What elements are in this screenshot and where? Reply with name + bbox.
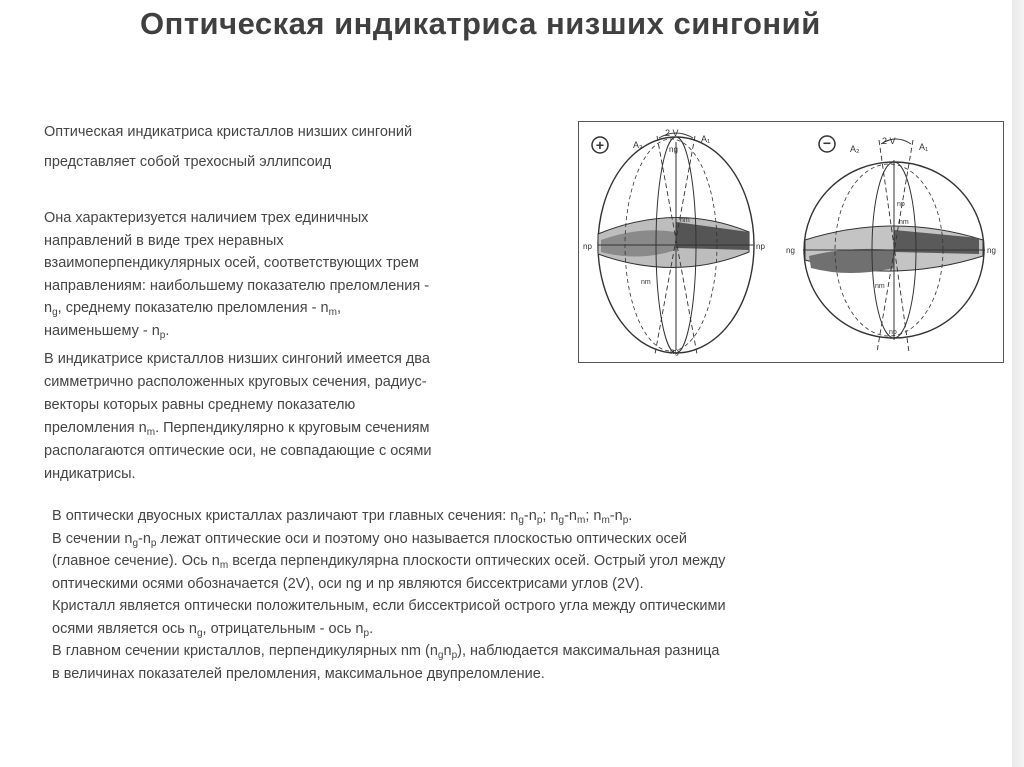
axes-line-4: направлениям: наибольшему показателю преломления - — [44, 277, 430, 294]
bottom-line-1: В оптически двуосных кристаллах различают три главных сечения: $n_g-n_p$; $n_g-n_m$; $n_m-n_p$. — [52, 508, 633, 526]
label-np-bottom: np — [889, 329, 897, 336]
slide-title: Оптическая индикатриса низших сингоний — [140, 6, 821, 41]
negative-indicatrix — [786, 135, 996, 352]
label-a1: A₁ — [701, 134, 711, 144]
indicatrix-diagram — [579, 122, 1003, 362]
axes-line-6: наименьшему - $n_p$. — [44, 322, 170, 341]
axes-paragraph — [44, 207, 584, 342]
circ-line-6: индикатрисы. — [44, 466, 136, 482]
label-nm-bottom: nm — [641, 279, 651, 286]
intro-paragraph — [44, 117, 584, 177]
label-2v: 2 V — [882, 136, 896, 146]
circ-line-2: симметрично расположенных круговых сечения, радиус- — [44, 374, 427, 390]
label-2v: 2 V — [665, 128, 679, 138]
label-nm-top: nm — [899, 219, 909, 226]
bottom-line-8: в величинах показателей преломления, максимальное двупреломление. — [52, 665, 545, 682]
bottom-line-3: (главное сечение). Ось $n_m$ всегда перпендикулярна плоскости оптических осей. Острый угол между — [52, 553, 726, 571]
label-a2: A₂ — [850, 144, 860, 154]
plus-sign: + — [595, 137, 605, 153]
positive-indicatrix — [583, 128, 765, 356]
axes-line-1: Она характеризуется наличием трех единичных — [44, 210, 369, 226]
indicatrix-figure — [578, 121, 1004, 363]
bottom-line-5: Кристалл является оптически положительным, если биссектрисой острого угла между оптическими — [52, 598, 726, 614]
label-np-right: np — [756, 242, 765, 251]
label-ng-bottom: ng — [670, 347, 679, 356]
bottom-line-4: оптическими осями обозначается (2V), оси ng и np являются биссектрисами углов (2V). — [52, 575, 644, 592]
sections-paragraph — [52, 505, 982, 685]
bottom-line-7: В главном сечении кристаллов, перпендикулярных nm $(n_gn_p)$, наблюдается максимальная разница — [52, 643, 720, 661]
axes-line-5: $n_g$, среднему показателю преломления - $n_m$, — [44, 300, 341, 318]
label-np-top: np — [897, 201, 905, 208]
axes-line-2: направлений в виде трех неравных — [44, 232, 284, 249]
minus-sign: − — [822, 135, 832, 151]
label-ng-left: ng — [786, 246, 795, 255]
circular-sections-paragraph — [44, 348, 584, 486]
bottom-line-6: осями является ось $n_g$, отрицательным - ось $n_p$. — [52, 620, 374, 639]
circ-line-1: В индикатрисе кристаллов низших сингоний имеется два — [44, 351, 430, 367]
label-a2: A₂ — [633, 140, 643, 150]
circ-line-3: векторы которых равны среднему показателю — [44, 397, 356, 413]
bottom-line-2: В сечении $n_g-n_p$ лежат оптические оси и поэтому оно называется плоскостью оптических осей — [52, 530, 687, 549]
label-nm-top: nm — [680, 217, 690, 224]
intro-line-1: Оптическая индикатриса кристаллов низших сингоний — [44, 124, 413, 140]
page-edge-shadow — [1012, 0, 1024, 767]
label-np-left: np — [583, 242, 592, 251]
label-ng-top: ng — [669, 145, 678, 154]
label-ng-right: ng — [987, 246, 996, 255]
label-a1: A₁ — [919, 142, 929, 152]
circ-line-4: преломления $n_m$. Перпендикулярно к круговым сечениям — [44, 420, 430, 438]
circ-line-5: располагаются оптические оси, не совпадающие с осями — [44, 443, 432, 459]
label-nm-bottom: nm — [875, 283, 885, 290]
intro-line-2: представляет собой трехосный эллипсоид — [44, 154, 332, 170]
axes-line-3: взаимоперпендикулярных осей, соответствующих трем — [44, 255, 419, 271]
